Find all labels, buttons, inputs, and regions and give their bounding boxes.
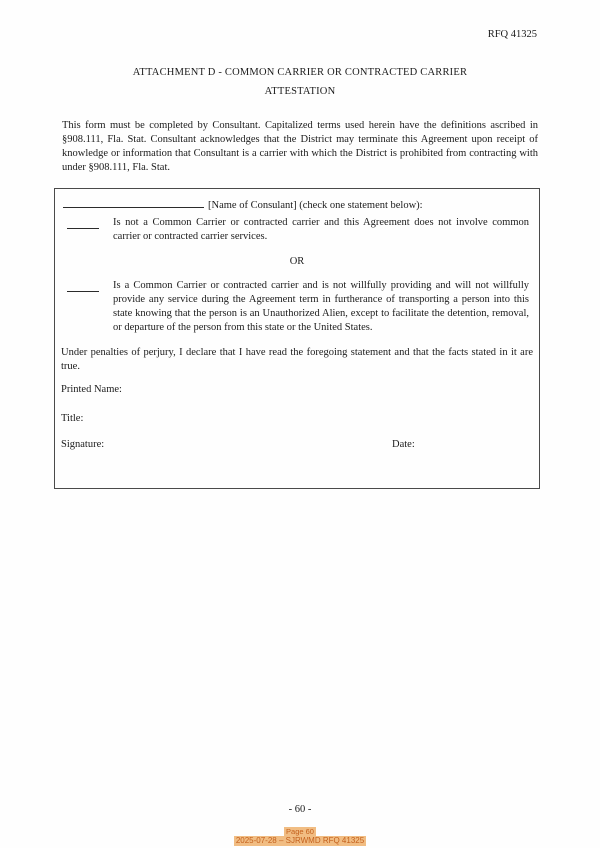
consultant-name-blank[interactable] [63, 196, 204, 208]
page-number: - 60 - [288, 804, 312, 815]
header-rfq-number: RFQ 41325 [487, 29, 537, 40]
date-label: Date: [392, 439, 415, 450]
printed-name-label: Printed Name: [61, 384, 122, 395]
footer-stamp-page-text: Page 60 [286, 827, 314, 836]
statement-not-common-carrier [67, 216, 529, 244]
statement-is-common-carrier [67, 279, 529, 335]
statement1-check-blank[interactable] [67, 217, 99, 229]
statement2-check-blank[interactable] [67, 280, 99, 292]
footer-stamp-date-rfq-text: 2025-07-28 – SJRWMD RFQ 41325 [235, 836, 365, 845]
consultant-name-row [63, 196, 423, 213]
perjury-declaration: Under penalties of perjury, I declare that I have read the foregoing statement and that the facts stated in it are true. [61, 347, 533, 372]
statement2-text: Is a Common Carrier or contracted carrier and is not willfully providing and will not willfully provide any service during the Agreement term in furtherance of transporting a person into this state knowing that the person is an Unauthorized Alien, except to facilitate the detention, removal, or departure of the person from this state or the United States. [113, 280, 529, 333]
signature-label: Signature: [61, 439, 105, 450]
document-title-line-1: ATTACHMENT D - COMMON CARRIER OR CONTRACTED CARRIER [132, 67, 468, 78]
document-title-line-2: ATTESTATION [264, 86, 336, 97]
title-label: Title: [61, 413, 84, 424]
consultant-name-label: [Name of Consulant] (check one statement below): [208, 200, 423, 211]
footer-stamp-page [0, 827, 600, 836]
footer-stamp-date-rfq [0, 836, 600, 846]
document-title [0, 63, 600, 101]
or-separator: OR [289, 256, 305, 267]
statement1-text: Is not a Common Carrier or contracted carrier and this Agreement does not involve common carrier or contracted carrier services. [113, 217, 529, 242]
intro-paragraph: This form must be completed by Consultant. Capitalized terms used herein have the definitions ascribed in §908.111, Fla. Stat. Consultant acknowledges that the District may terminate this Agreement upon receipt of knowledge or information that Consultant is a carrier with which the District is prohibited from contracting with under §908.111, Fla. Stat. [62, 120, 538, 173]
attestation-box [54, 188, 540, 489]
